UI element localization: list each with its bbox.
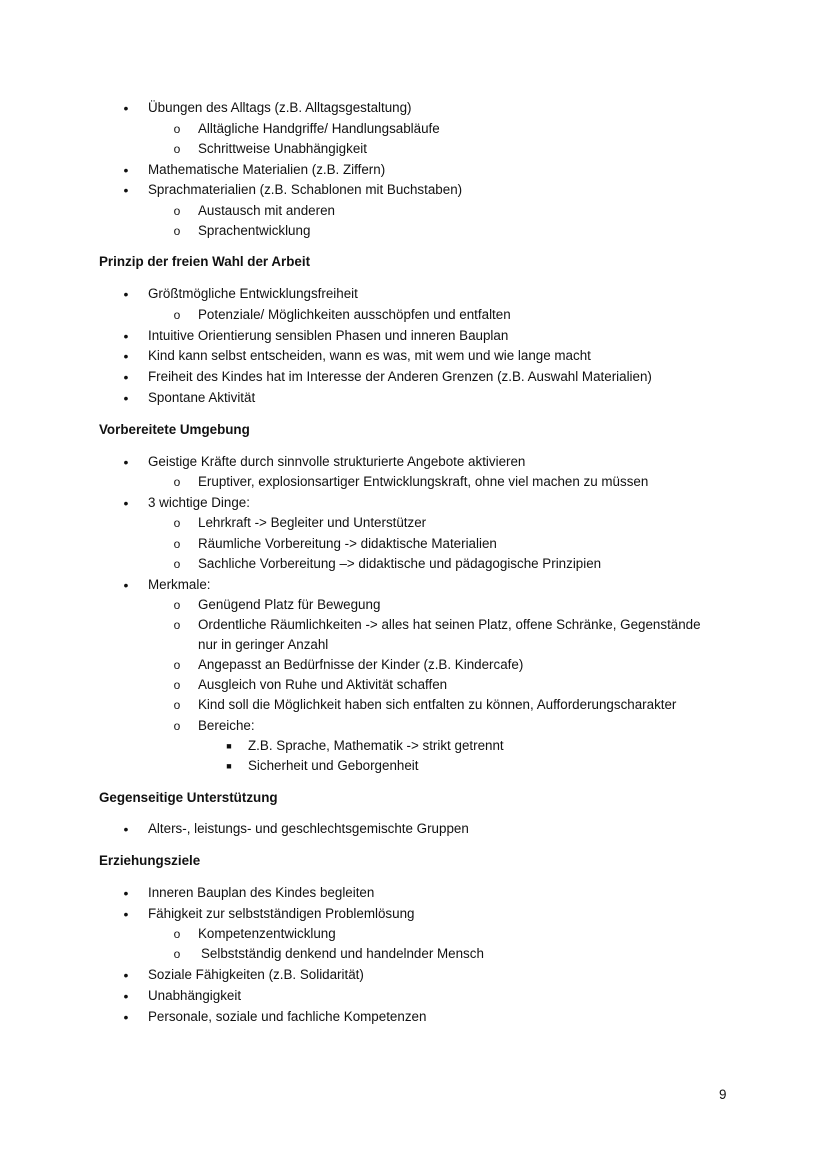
circle-bullet-icon: o (173, 537, 181, 551)
circle-bullet-icon: o (173, 224, 181, 238)
list-item: Intuitive Orientierung sensiblen Phasen und inneren Bauplan (148, 328, 509, 343)
bullet-icon: • (123, 906, 129, 922)
list-item: Übungen des Alltags (z.B. Alltagsgestaltung) (148, 100, 412, 115)
square-bullet-icon: ■ (226, 761, 232, 771)
page-number: 9 (719, 1087, 727, 1102)
circle-bullet-icon: o (173, 557, 181, 571)
bullet-icon: • (123, 988, 129, 1004)
list-item: 3 wichtige Dinge: (148, 495, 250, 510)
list-item: Fähigkeit zur selbstständigen Problemlösung (148, 906, 415, 921)
bullet-icon: • (123, 182, 129, 198)
list-subitem: Lehrkraft -> Begleiter und Unterstützer (198, 515, 427, 530)
list-subitem: Selbstständig denkend und handelnder Mensch (201, 946, 484, 961)
list-subitem: Eruptiver, explosionsartiger Entwicklungskraft, ohne viel machen zu müssen (198, 474, 649, 489)
circle-bullet-icon: o (173, 204, 181, 218)
list-subitem-continuation: nur in geringer Anzahl (198, 637, 329, 652)
list-subsubitem: Sicherheit und Geborgenheit (248, 758, 419, 773)
list-item: Inneren Bauplan des Kindes begleiten (148, 885, 375, 900)
bullet-icon: • (123, 369, 129, 385)
list-item: Personale, soziale und fachliche Kompetenzen (148, 1009, 427, 1024)
list-subitem: Alltägliche Handgriffe/ Handlungsabläufe (198, 121, 440, 136)
circle-bullet-icon: o (173, 475, 181, 489)
circle-bullet-icon: o (173, 142, 181, 156)
list-item: Soziale Fähigkeiten (z.B. Solidarität) (148, 967, 364, 982)
bullet-icon: • (123, 495, 129, 511)
list-subitem: Sachliche Vorbereitung –> didaktische und pädagogische Prinzipien (198, 556, 602, 571)
list-subitem: Kompetenzentwicklung (198, 926, 336, 941)
bullet-icon: • (123, 967, 129, 983)
bullet-icon: • (123, 348, 129, 364)
list-subitem: Sprachentwicklung (198, 223, 311, 238)
circle-bullet-icon: o (173, 719, 181, 733)
list-item: Sprachmaterialien (z.B. Schablonen mit Buchstaben) (148, 182, 463, 197)
bullet-icon: • (123, 100, 129, 116)
bullet-icon: • (123, 577, 129, 593)
list-item: Kind kann selbst entscheiden, wann es was, mit wem und wie lange macht (148, 348, 591, 363)
list-subitem: Kind soll die Möglichkeit haben sich entfalten zu können, Aufforderungscharakter (198, 697, 677, 712)
circle-bullet-icon: o (173, 698, 181, 712)
section-heading: Prinzip der freien Wahl der Arbeit (99, 254, 311, 269)
section-heading: Gegenseitige Unterstützung (99, 790, 278, 805)
bullet-icon: • (123, 286, 129, 302)
list-subitem: Ordentliche Räumlichkeiten -> alles hat seinen Platz, offene Schränke, Gegenstände (198, 617, 701, 632)
list-item: Merkmale: (148, 577, 211, 592)
list-subitem: Schrittweise Unabhängigkeit (198, 141, 367, 156)
list-item: Geistige Kräfte durch sinnvolle strukturierte Angebote aktivieren (148, 454, 526, 469)
list-subitem: Bereiche: (198, 718, 255, 733)
list-item: Spontane Aktivität (148, 390, 256, 405)
list-subitem: Ausgleich von Ruhe und Aktivität schaffen (198, 677, 448, 692)
list-subitem: Potenziale/ Möglichkeiten ausschöpfen und entfalten (198, 307, 511, 322)
section-heading: Vorbereitete Umgebung (99, 422, 250, 437)
circle-bullet-icon: o (173, 308, 181, 322)
bullet-icon: • (123, 821, 129, 837)
bullet-icon: • (123, 885, 129, 901)
bullet-icon: • (123, 390, 129, 406)
list-item: Alters-, leistungs- und geschlechtsgemischte Gruppen (148, 821, 469, 836)
list-item: Unabhängigkeit (148, 988, 242, 1003)
circle-bullet-icon: o (173, 618, 181, 632)
list-subsubitem: Z.B. Sprache, Mathematik -> strikt getrennt (248, 738, 504, 753)
circle-bullet-icon: o (173, 927, 181, 941)
bullet-icon: • (123, 328, 129, 344)
circle-bullet-icon: o (173, 678, 181, 692)
section-heading: Erziehungsziele (99, 853, 201, 868)
circle-bullet-icon: o (173, 598, 181, 612)
list-item: Größtmögliche Entwicklungsfreiheit (148, 286, 358, 301)
circle-bullet-icon: o (173, 122, 181, 136)
list-subitem: Räumliche Vorbereitung -> didaktische Materialien (198, 536, 497, 551)
bullet-icon: • (123, 1009, 129, 1025)
list-subitem: Austausch mit anderen (198, 203, 335, 218)
bullet-icon: • (123, 162, 129, 178)
list-subitem: Genügend Platz für Bewegung (198, 597, 381, 612)
circle-bullet-icon: o (173, 947, 181, 961)
circle-bullet-icon: o (173, 516, 181, 530)
circle-bullet-icon: o (173, 658, 181, 672)
bullet-icon: • (123, 454, 129, 470)
list-item: Freiheit des Kindes hat im Interesse der Anderen Grenzen (z.B. Auswahl Materialien) (148, 369, 652, 384)
list-subitem: Angepasst an Bedürfnisse der Kinder (z.B. Kindercafe) (198, 657, 524, 672)
list-item: Mathematische Materialien (z.B. Ziffern) (148, 162, 386, 177)
square-bullet-icon: ■ (226, 741, 232, 751)
